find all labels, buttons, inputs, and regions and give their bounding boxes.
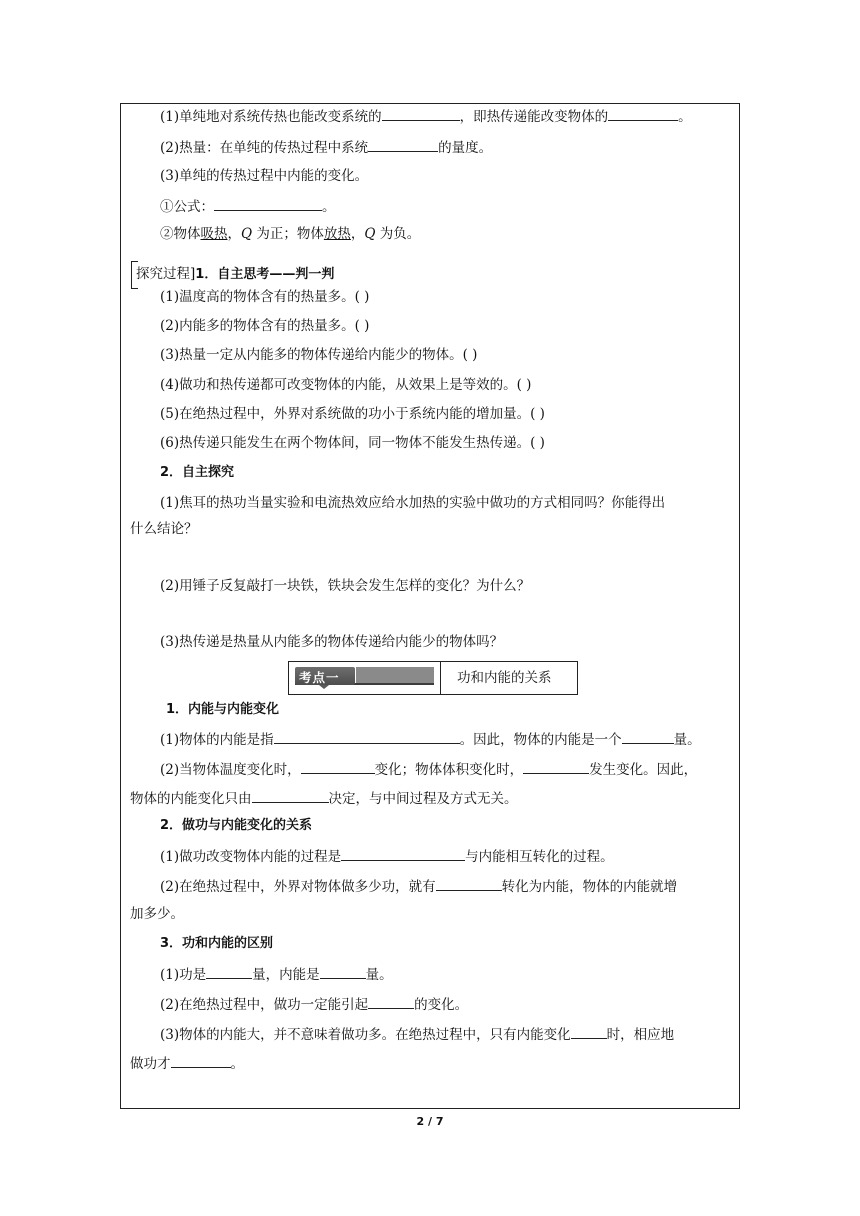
text-line	[130, 1053, 244, 1073]
question: (3)热传递是热量从内能多的物体传递给内能少的物体吗？	[160, 634, 504, 650]
fill-blank	[206, 964, 252, 979]
explore-label: 探究过程]	[136, 266, 196, 282]
kaodian-badge	[295, 667, 355, 685]
text: 物体的内能变化只由	[130, 791, 252, 807]
fill-blank	[368, 994, 414, 1009]
list-item: (3)热量一定从内能多的物体传递给内能少的物体。( )	[160, 347, 478, 363]
badge-pointer	[319, 685, 329, 689]
divider	[440, 661, 441, 695]
q-symbol: Q	[364, 226, 376, 242]
text-line: 加多少。	[130, 906, 184, 922]
fill-blank	[571, 1024, 607, 1039]
underlined-term: 吸热	[200, 226, 228, 242]
fill-blank	[320, 964, 366, 979]
content-frame	[120, 103, 740, 1109]
text-line	[160, 759, 697, 779]
list-item: (1)温度高的物体含有的热量多。( )	[160, 289, 370, 305]
text: 决定，与中间过程及方式无关。	[328, 791, 518, 807]
text-line	[160, 1024, 674, 1044]
fill-blank	[382, 106, 460, 121]
q-symbol: Q	[241, 226, 253, 242]
fill-blank	[523, 759, 589, 774]
text-line	[160, 846, 614, 866]
text: (2)在绝热过程中，做功一定能引起	[160, 997, 369, 1013]
fill-blank	[622, 729, 674, 744]
text: 变化；物体体积变化时，	[374, 762, 524, 778]
text: 的变化。	[414, 997, 469, 1013]
underlined-term: 放热	[323, 226, 351, 242]
list-item: (5)在绝热过程中，外界对系统做的功小于系统内能的增加量。( )	[160, 406, 545, 422]
text: 发生变化。因此，	[589, 762, 698, 778]
text: 。	[230, 1056, 244, 1072]
text-line	[160, 196, 336, 216]
text: 与内能相互转化的过程。	[465, 849, 614, 865]
text: ①公式：	[160, 199, 214, 215]
text: 做功才	[130, 1056, 171, 1072]
fill-blank	[301, 759, 375, 774]
page-number: 2 / 7	[416, 1115, 444, 1128]
list-item: (6)热传递只能发生在两个物体间，同一物体不能发生热传递。( )	[160, 435, 545, 451]
fill-blank	[341, 846, 465, 861]
text: 。	[678, 109, 692, 125]
text: (1)物体的内能是指	[160, 732, 274, 748]
text-line	[160, 994, 468, 1014]
fill-blank	[608, 106, 678, 121]
explore-heading	[136, 265, 334, 284]
text-line	[160, 729, 701, 749]
kaodian-title: 功和内能的关系	[457, 670, 552, 686]
question-cont: 什么结论？	[130, 521, 198, 537]
text: (3)物体的内能大，并不意味着做功多。在绝热过程中，只有内能变化	[160, 1027, 571, 1043]
text-line	[160, 964, 393, 984]
text: ，	[350, 226, 365, 242]
list-item: (4)做功和热传递都可改变物体的内能，从效果上是等效的。( )	[160, 377, 532, 393]
text: ，即热传递能改变物体的	[459, 109, 609, 125]
text: 。因此，物体的内能是一个	[459, 732, 622, 748]
section-heading: 1．内能与内能变化	[166, 702, 280, 717]
text: 量，内能是	[252, 967, 320, 983]
text: ②物体	[160, 226, 201, 242]
list-item: (2)内能多的物体含有的热量多。( )	[160, 318, 370, 334]
text: ，	[227, 226, 241, 242]
fill-blank	[274, 729, 460, 744]
text: (2)在绝热过程中，外界对物体做多少功，就有	[160, 879, 436, 895]
text: 量。	[673, 732, 701, 748]
text: 为负。	[375, 226, 421, 242]
text: 为正；物体	[252, 226, 324, 242]
text-line	[160, 106, 692, 126]
fill-blank	[252, 788, 329, 803]
text: 。	[322, 199, 336, 215]
text-line	[130, 788, 518, 808]
text: (2)热量：在单纯的传热过程中系统	[160, 140, 369, 156]
text-line	[160, 876, 677, 896]
text: (1)做功改变物体内能的过程是	[160, 849, 342, 865]
fill-blank	[214, 196, 322, 211]
question: (1)焦耳的热功当量实验和电流热效应给水加热的实验中做功的方式相同吗？你能得出	[160, 495, 666, 511]
text: 转化为内能，物体的内能就增	[501, 879, 678, 895]
fill-blank	[368, 137, 438, 152]
section-heading: 3．功和内能的区别	[160, 936, 274, 951]
text-line	[160, 225, 420, 243]
text: (2)当物体温度变化时，	[160, 762, 301, 778]
text: (1)单纯地对系统传热也能改变系统的	[160, 109, 382, 125]
badge-label: 考点一	[299, 670, 340, 685]
text-line	[160, 137, 492, 157]
text: 量。	[365, 967, 393, 983]
text-line: (3)单纯的传热过程中内能的变化。	[160, 168, 369, 184]
section-heading: 2．做功与内能变化的关系	[160, 818, 313, 833]
text: 时，相应地	[606, 1027, 675, 1043]
text: 的量度。	[438, 140, 493, 156]
section-heading: 1．自主思考——判一判	[195, 267, 335, 282]
section-heading: 2．自主探究	[160, 465, 235, 480]
text: (1)功是	[160, 967, 207, 983]
question: (2)用锤子反复敲打一块铁，铁块会发生怎样的变化？为什么？	[160, 578, 531, 594]
fill-blank	[436, 876, 502, 891]
fill-blank	[171, 1053, 231, 1068]
